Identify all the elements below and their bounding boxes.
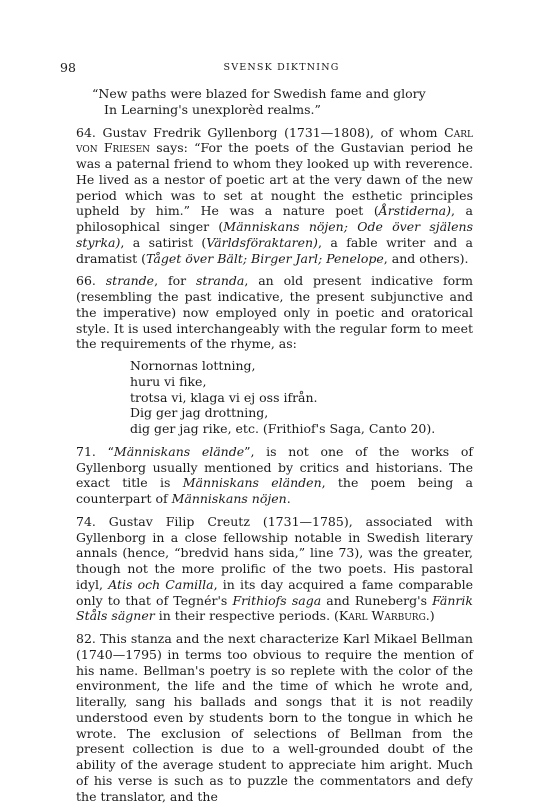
note-64-text: 64. Gustav Fredrik Gyllenborg (1731—1808), of whom [76,124,445,140]
note-64-title: Årstiderna) [378,203,451,219]
note-71-text: . [286,491,291,506]
page-number: 98 [60,60,76,75]
note-74-text: , in its day acquired a fame comparable only to that of Tegnér's [76,576,473,608]
poem-line: dig ger jag rike, etc. (Frithiof's Saga, Canto 20). [130,421,436,436]
quote-line-2: In Learning's unexplorèd realms.” [104,101,321,117]
note-66-text: 66. [76,273,106,289]
note-82: 82. This stanza and the next characterize Karl Mikael Bellman (1740—1795) in terms too obvious to require the mention of his name. Bellman's poetry is so replete with the color of the environment, the life and the time of which he wrote and, literally, sang his ballads and songs that it is not readily understood even by students born to the tongue in which he wrote. The exclusion of selections of Bellman from the present collection is due to a well-grounded doubt of the ability of the average student to appreciate him aright. Much of his verse is such as to puzzle the commentators and defy the translator, and the [76,631,473,804]
note-66-term: strande [105,273,155,289]
note-64-title: Tåget över Bält; Birger Jarl; Penelope [146,250,384,266]
note-66-term: stranda [195,273,245,289]
note-74-title: Atis och Camilla [108,576,214,592]
note-74-author: Karl Warburg [338,608,426,624]
note-66 [76,273,473,352]
note-66-text: , an old present indicative form (resembling the past indicative, the present subjunctive and the imperative) now employed only in poetic and oratorical style. It is used interchangeably with the regular form to meet the requirements of the rhyme, as: [76,273,473,352]
poem-line: Nornornas lottning, [130,358,256,373]
note-71-title: Människans nöjen [171,491,287,506]
note-74-text: 74. Gustav Filip Creutz (1731—1785), associated with Gyllenborg in a close fellowship notable in Swedish literary annals (hence, “bredvid hans sida,” line 73), was the greater, though not the more prolific of the two poets. His pastoral idyl, [76,513,473,592]
note-74-text: .) [425,608,435,624]
poem-line: trotsa vi, klaga vi ej oss ifrån. [130,389,318,405]
note-74 [76,514,473,624]
note-71 [76,444,473,507]
note-66-text: , for [154,273,196,289]
poem-excerpt [130,358,473,437]
note-64-text: , a satirist ( [120,234,207,250]
note-74-text: in their respective periods. ( [154,608,339,624]
quote-line-1: “New paths were blazed for Swedish fame and glory [92,86,426,101]
note-71-text: , the poem being a counterpart of [76,475,473,506]
note-64-text: , and others). [383,250,469,266]
note-74-title: Frithiofs saga [232,592,322,608]
poem-line: huru vi fike, [130,373,207,389]
opening-quote [92,86,473,118]
note-71-text: 71. “ [76,443,114,459]
note-64-text: , a philosophical singer ( [76,203,473,234]
running-head: SVENSK DIKTNING [223,62,340,73]
note-64-author: Carl von Friesen [76,124,473,156]
note-71-title: Människans eländen [182,475,322,491]
note-64-text: , a fable writer and a dramatist ( [76,234,473,266]
note-71-text: ”, is not one of the works of Gyllenborg usually mentioned by critics and historians. The exact title is [76,443,473,491]
note-74-title: Fänrik Ståls sägner [76,592,473,624]
note-64-title: Världsföraktaren) [206,234,318,250]
note-71-title: Människans elände [113,443,245,459]
notes-body [76,86,473,804]
note-64-title: Människans nöjen; Ode över själens styrka) [76,219,473,250]
note-64-text: says: “For the poets of the Gustavian period he was a paternal friend to whom they looked up with reverence. He lived as a nestor of poetic art at the very dawn of the new period which was to set at nought the esthetic principles upheld by him.” He was a nature poet ( [76,140,473,219]
page-header [60,60,503,76]
note-74-text: and Runeberg's [321,592,433,608]
poem-line: Dig ger jag drottning, [130,405,269,421]
note-64 [76,125,473,267]
